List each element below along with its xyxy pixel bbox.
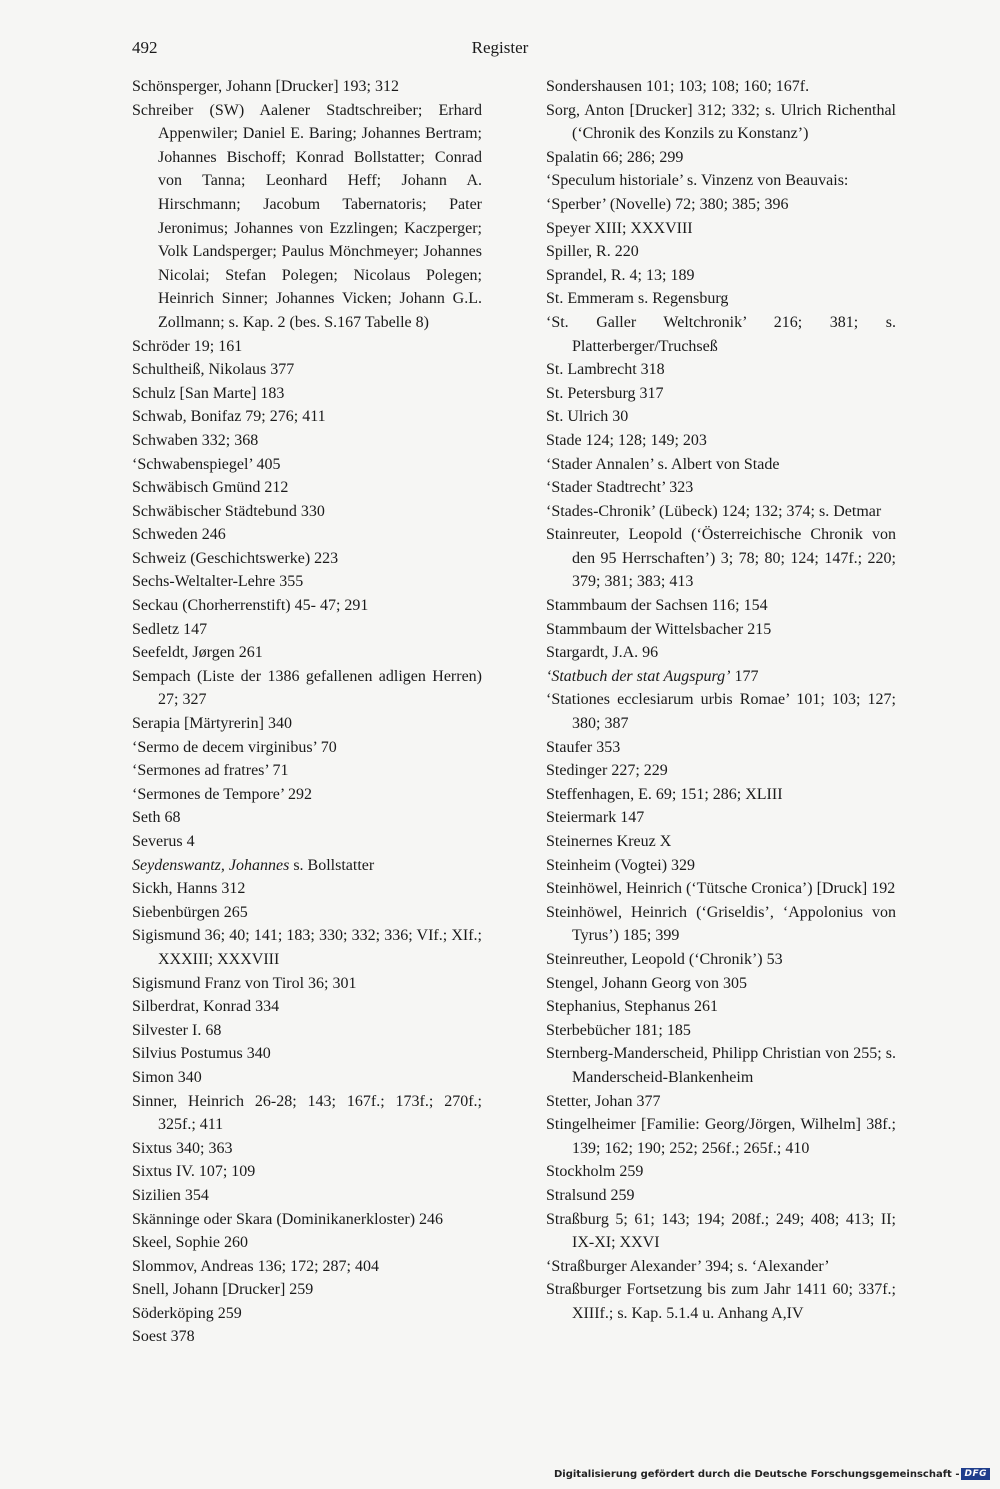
index-entry-text: ‘Speculum historiale’ s. Vinzenz von Beauvais: — [546, 172, 849, 190]
index-entry — [546, 736, 896, 760]
index-entry-text: ‘Schwabenspiegel’ 405 — [132, 455, 281, 473]
index-entry — [132, 335, 482, 359]
index-entry — [132, 1042, 482, 1066]
index-entry-text: Steinhöwel, Heinrich (‘Griseldis’, ‘Appolonius von Tyrus’) 185; 399 — [546, 903, 896, 945]
index-entry — [546, 523, 896, 594]
index-entry-text: Stetter, Johan 377 — [546, 1092, 661, 1110]
index-entry-text: Schweden 246 — [132, 526, 226, 544]
index-entry — [546, 995, 896, 1019]
index-entry-text: ‘Straßburger Alexander’ 394; s. ‘Alexander’ — [546, 1257, 830, 1275]
index-entry-text: Schwäbisch Gmünd 212 — [132, 479, 289, 497]
index-entry — [132, 830, 482, 854]
index-entry-text: ‘Stader Stadtrecht’ 323 — [546, 479, 694, 497]
index-entry-text: Simon 340 — [132, 1068, 202, 1086]
index-entry — [132, 736, 482, 760]
index-entry-text: St. Ulrich 30 — [546, 408, 629, 426]
index-entry-text: Schweiz (Geschichtswerke) 223 — [132, 549, 339, 567]
index-entry-text: Schröder 19; 161 — [132, 337, 243, 355]
index-entry-text: ‘Stationes ecclesiarum urbis Romae’ 101; 103; 127; 380; 387 — [546, 691, 896, 733]
index-entry-text: Slommov, Andreas 136; 172; 287; 404 — [132, 1257, 379, 1275]
index-entry-text: Speyer XIII; XXXVIII — [546, 219, 693, 237]
index-entry — [546, 99, 896, 146]
index-entry — [132, 924, 482, 971]
index-entry-text: Sinner, Heinrich 26-28; 143; 167f.; 173f.; 270f.; 325f.; 411 — [132, 1092, 482, 1134]
index-entry-text: Schulz [San Marte] 183 — [132, 384, 285, 402]
index-entry-text: Straßburg 5; 61; 143; 194; 208f.; 249; 408; 413; II; IX-XI; XXVI — [546, 1210, 896, 1252]
running-head: Register — [471, 38, 529, 57]
index-entry-text: Schwab, Bonifaz 79; 276; 411 — [132, 408, 326, 426]
index-entry — [546, 1255, 896, 1279]
index-entry — [132, 1137, 482, 1161]
index-entry — [546, 1160, 896, 1184]
dfg-logo: DFG — [961, 1468, 990, 1480]
index-entry-text: 177 — [730, 667, 759, 685]
index-entry — [546, 783, 896, 807]
index-entry — [546, 405, 896, 429]
index-entry-text: Serapia [Märtyrerin] 340 — [132, 715, 292, 733]
index-entry — [132, 618, 482, 642]
index-entry-text: ‘Sperber’ (Novelle) 72; 380; 385; 396 — [546, 195, 789, 213]
index-entry-text: Sigismund 36; 40; 141; 183; 330; 332; 336; VIf.; XIf.; XXXIII; XXXVIII — [132, 927, 482, 968]
index-entry — [132, 1208, 482, 1232]
index-entry-text: Sigismund Franz von Tirol 36; 301 — [132, 974, 357, 992]
index-entry — [546, 1113, 896, 1160]
index-entry-text: Spalatin 66; 286; 299 — [546, 148, 684, 166]
index-entry — [546, 193, 896, 217]
index-entry-text: Steinreuther, Leopold (‘Chronik’) 53 — [546, 950, 783, 968]
index-entry — [132, 1302, 482, 1326]
index-entry-text: Stockholm 259 — [546, 1163, 644, 1181]
index-entry-text: Seefeldt, Jørgen 261 — [132, 644, 263, 662]
index-entry-text: Sternberg-Manderscheid, Philipp Christian von 255; s. Manderscheid-Blankenheim — [546, 1045, 896, 1086]
index-column-right — [546, 75, 896, 1325]
index-entry-text: Severus 4 — [132, 833, 195, 850]
index-entry — [132, 1231, 482, 1255]
index-entry — [546, 240, 896, 264]
index-entry-text: Steffenhagen, E. 69; 151; 286; XLIII — [546, 785, 783, 803]
index-entry-text: Steinernes Kreuz X — [546, 833, 672, 850]
index-entry — [546, 75, 896, 99]
index-entry — [132, 854, 482, 878]
index-entry-text: ‘Sermones de Tempore’ 292 — [132, 785, 313, 803]
index-entry — [546, 806, 896, 830]
index-entry-text: Silvester I. 68 — [132, 1021, 222, 1039]
index-entry — [546, 618, 896, 642]
footer-credit — [554, 1468, 990, 1480]
index-entry — [546, 429, 896, 453]
index-entry — [132, 75, 482, 99]
index-entry-text: Soest 378 — [132, 1328, 195, 1346]
index-entry — [546, 759, 896, 783]
index-entry — [132, 476, 482, 500]
index-entry — [132, 806, 482, 830]
index-entry-text: Stephanius, Stephanus 261 — [546, 998, 718, 1016]
index-entry — [132, 547, 482, 571]
index-entry — [546, 948, 896, 972]
index-entry-text: Silvius Postumus 340 — [132, 1045, 271, 1063]
index-entry — [546, 358, 896, 382]
index-entry — [546, 476, 896, 500]
index-entry-text: Stainreuter, Leopold (‘Österreichische Chronik von den 95 Herrschaften’) 3; 78; 80; 124; 147f.; 220; 379; 381; 383; 413 — [546, 526, 896, 591]
index-entry-text: Stralsund 259 — [546, 1186, 635, 1204]
index-entry-text: Stammbaum der Wittelsbacher 215 — [546, 620, 772, 638]
index-entry — [546, 665, 896, 689]
index-entry — [132, 1090, 482, 1137]
index-entry-italic: ‘Statbuch der stat Augspurg’ — [546, 667, 731, 685]
index-entry — [132, 1066, 482, 1090]
index-entry — [546, 594, 896, 618]
index-entry-text: Straßburger Fortsetzung bis zum Jahr 1411 60; 337f.; XIIIf.; s. Kap. 5.1.4 u. Anhang A,IV — [546, 1281, 896, 1322]
index-entry — [132, 453, 482, 477]
index-entry — [132, 712, 482, 736]
index-entry-text: Stade 124; 128; 149; 203 — [546, 431, 707, 449]
index-entry-text: Schwäbischer Städtebund 330 — [132, 502, 325, 520]
index-entry-text: Siebenbürgen 265 — [132, 903, 248, 921]
index-entry — [546, 854, 896, 878]
index-entry — [132, 594, 482, 618]
index-entry — [546, 1278, 896, 1325]
index-entry-text: Stargardt, J.A. 96 — [546, 644, 659, 662]
index-entry — [132, 358, 482, 382]
index-entry — [546, 901, 896, 948]
index-entry — [132, 1160, 482, 1184]
index-entry — [546, 146, 896, 170]
index-entry-text: St. Petersburg 317 — [546, 384, 664, 402]
index-column-left — [132, 75, 482, 1349]
index-entry — [132, 759, 482, 783]
index-entry-text: St. Lambrecht 318 — [546, 361, 665, 379]
index-entry — [132, 523, 482, 547]
index-entry — [546, 1090, 896, 1114]
index-entry — [546, 382, 896, 406]
index-entry-text: Snell, Johann [Drucker] 259 — [132, 1281, 314, 1299]
index-entry — [132, 1278, 482, 1302]
index-entry — [546, 972, 896, 996]
index-entry — [132, 99, 482, 335]
index-entry-text: ‘Stades-Chronik’ (Lübeck) 124; 132; 374; s. Detmar — [546, 502, 882, 520]
index-entry — [546, 1042, 896, 1089]
index-entry — [546, 217, 896, 241]
index-entry-text: Schreiber (SW) Aalener Stadtschreiber; Erhard Appenwiler; Daniel E. Baring; Johannes Bertram; Johannes Bischoff; Konrad Bollstatter; Conrad von Tanna; Leonhard Heff; Johann A. Hirschmann; Jacobum Tabernatoris; Pater Jeronimus; Johannes von Ezzlingen; Kaczperger; Volk Landsperger; Paulus Mönchmeyer; Johannes Nicolai; Stefan Polegen; Nicolaus Polegen; Heinrich Sinner; Johannes Vicken; Johann G.L. Zollmann; s. Kap. 2 (bes. S.167 Tabelle 8) — [132, 101, 482, 331]
index-entry-text: Schönsperger, Johann [Drucker] 193; 312 — [132, 78, 399, 95]
footer-text: Digitalisierung gefördert durch die Deutsche Forschungsgemeinschaft - — [553, 1468, 960, 1480]
index-entry — [132, 877, 482, 901]
index-entry-text: ‘Sermo de decem virginibus’ 70 — [132, 738, 337, 756]
index-entry-text: Steiermark 147 — [546, 809, 645, 827]
index-entry-text: Silberdrat, Konrad 334 — [132, 998, 280, 1016]
index-entry — [132, 783, 482, 807]
index-entry-text: Staufer 353 — [546, 738, 621, 756]
page-number: 492 — [132, 38, 158, 57]
index-entry — [546, 641, 896, 665]
index-entry-text: Sedletz 147 — [132, 620, 208, 638]
index-entry-text: Sizilien 354 — [132, 1186, 209, 1204]
index-entry-text: Seckau (Chorherrenstift) 45- 47; 291 — [132, 597, 369, 615]
index-entry — [132, 972, 482, 996]
index-entry-text: Sondershausen 101; 103; 108; 160; 167f. — [546, 78, 810, 95]
index-entry — [132, 641, 482, 665]
index-entry — [546, 453, 896, 477]
index-entry-text: Sickh, Hanns 312 — [132, 880, 246, 898]
index-entry-text: Sempach (Liste der 1386 gefallenen adligen Herren) 27; 327 — [132, 667, 482, 709]
index-entry — [546, 1208, 896, 1255]
index-entry-text: Stedinger 227; 229 — [546, 762, 668, 780]
index-entry-text: Skänninge oder Skara (Dominikanerkloster) 246 — [132, 1210, 444, 1228]
index-entry-text: Sprandel, R. 4; 13; 189 — [546, 266, 695, 284]
index-entry — [546, 877, 896, 901]
index-entry-text: Sorg, Anton [Drucker] 312; 332; s. Ulrich Richenthal (‘Chronik des Konzils zu Konstanz’) — [546, 101, 896, 143]
index-entry — [546, 287, 896, 311]
index-entry — [546, 264, 896, 288]
index-entry-text: Sechs-Weltalter-Lehre 355 — [132, 573, 304, 591]
index-entry-text: Sterbebücher 181; 185 — [546, 1021, 691, 1039]
index-entry-text: ‘Stader Annalen’ s. Albert von Stade — [546, 455, 780, 473]
index-entry-text: Stengel, Johann Georg von 305 — [546, 974, 748, 992]
index-entry-text: Steinheim (Vogtei) 329 — [546, 856, 696, 874]
index-entry — [132, 1184, 482, 1208]
index-entry — [132, 995, 482, 1019]
index-entry — [132, 901, 482, 925]
index-entry-text: St. Emmeram s. Regensburg — [546, 290, 729, 308]
index-entry — [132, 500, 482, 524]
index-entry — [132, 405, 482, 429]
index-entry — [546, 688, 896, 735]
index-entry — [132, 570, 482, 594]
index-entry — [546, 1019, 896, 1043]
index-entry-text: ‘Sermones ad fratres’ 71 — [132, 762, 289, 780]
index-entry-text: Stammbaum der Sachsen 116; 154 — [546, 597, 768, 615]
index-entry-text: Stingelheimer [Familie: Georg/Jörgen, Wilhelm] 38f.; 139; 162; 190; 252; 256f.; 265f.; 410 — [546, 1116, 896, 1157]
index-entry-text: Söderköping 259 — [132, 1304, 242, 1322]
index-entry-text: ‘St. Galler Weltchronik’ 216; 381; s. Platterberger/Truchseß — [546, 313, 896, 355]
index-entry-italic: Seydenswantz, Johannes — [132, 856, 290, 874]
index-entry — [132, 429, 482, 453]
index-entry-text: Sixtus 340; 363 — [132, 1139, 233, 1157]
index-entry — [546, 500, 896, 524]
index-entry-text: s. Bollstatter — [289, 856, 375, 874]
index-entry — [132, 665, 482, 712]
index-entry-text: Seth 68 — [132, 809, 181, 827]
index-entry-text: Schwaben 332; 368 — [132, 431, 259, 449]
index-entry — [546, 169, 896, 193]
index-entry — [546, 311, 896, 358]
index-entry-text: Schultheiß, Nikolaus 377 — [132, 361, 295, 379]
index-entry — [132, 1019, 482, 1043]
index-entry-text: Spiller, R. 220 — [546, 243, 639, 261]
index-entry — [546, 830, 896, 854]
index-entry — [132, 382, 482, 406]
index-entry-text: Steinhöwel, Heinrich (‘Tütsche Cronica’) [Druck] 192 — [546, 880, 896, 898]
index-entry-text: Sixtus IV. 107; 109 — [132, 1163, 256, 1181]
index-entry — [132, 1325, 482, 1349]
index-entry — [546, 1184, 896, 1208]
index-entry — [132, 1255, 482, 1279]
index-entry-text: Skeel, Sophie 260 — [132, 1234, 248, 1252]
